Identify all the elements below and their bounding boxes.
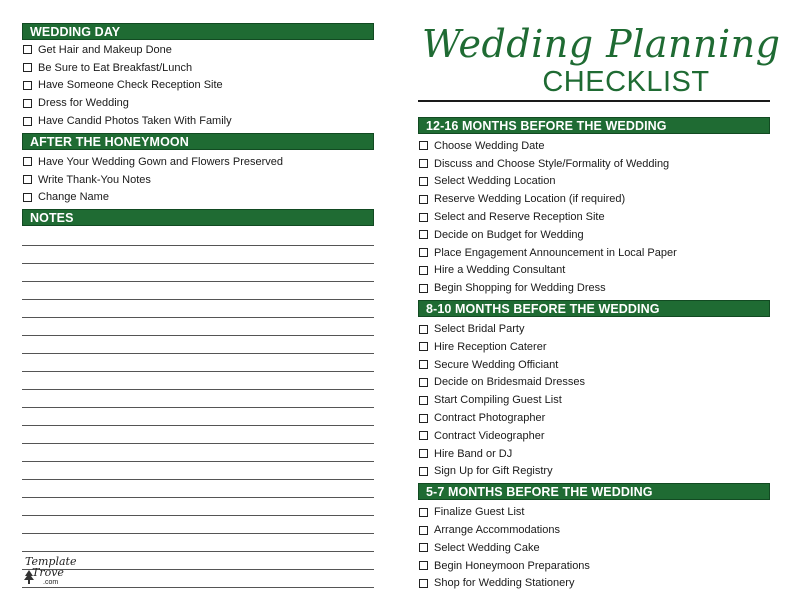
note-line[interactable]: [22, 282, 374, 300]
checkbox[interactable]: [419, 543, 428, 552]
logo-domain: .com: [43, 579, 59, 586]
template-trove-logo: [23, 555, 77, 591]
months-8-10-header: 8-10 MONTHS BEFORE THE WEDDING: [418, 300, 770, 317]
item-label: Reserve Wedding Location (if required): [434, 193, 626, 206]
item-label: Finalize Guest List: [434, 506, 525, 519]
checklist-item[interactable]: [22, 94, 374, 112]
checklist-item[interactable]: [22, 189, 374, 207]
item-label: Arrange Accommodations: [434, 524, 560, 537]
item-label: Change Name: [38, 191, 109, 204]
note-line[interactable]: [22, 570, 374, 588]
checkbox[interactable]: [419, 526, 428, 535]
checkbox[interactable]: [419, 561, 428, 570]
checkbox[interactable]: [419, 431, 428, 440]
checkbox[interactable]: [419, 177, 428, 186]
wedding-day-header: WEDDING DAY: [22, 23, 374, 40]
months-8-10-list: [418, 320, 770, 480]
checkbox[interactable]: [23, 157, 32, 166]
note-line[interactable]: [22, 354, 374, 372]
months-12-16-header: 12-16 MONTHS BEFORE THE WEDDING: [418, 117, 770, 134]
checklist-item[interactable]: [418, 226, 770, 244]
checklist-item[interactable]: [418, 503, 770, 521]
note-line[interactable]: [22, 300, 374, 318]
item-label: Dress for Wedding: [38, 97, 129, 110]
checklist-item[interactable]: [418, 391, 770, 409]
item-label: Discuss and Choose Style/Formality of Wedding: [434, 157, 670, 170]
page-title: [418, 22, 781, 102]
checklist-item[interactable]: [418, 208, 770, 226]
item-label: Hire Reception Caterer: [434, 340, 547, 353]
checkbox[interactable]: [419, 342, 428, 351]
item-label: Be Sure to Eat Breakfast/Lunch: [38, 61, 193, 74]
item-label: Decide on Bridesmaid Dresses: [434, 376, 586, 389]
checklist-item[interactable]: [418, 262, 770, 280]
checklist-item[interactable]: [22, 153, 374, 171]
notes-header: NOTES: [22, 209, 374, 226]
note-line[interactable]: [22, 318, 374, 336]
checkbox[interactable]: [419, 230, 428, 239]
note-line[interactable]: [22, 480, 374, 498]
checklist-item[interactable]: [22, 77, 374, 95]
checkbox[interactable]: [419, 195, 428, 204]
checklist-item[interactable]: [418, 374, 770, 392]
checkbox[interactable]: [419, 467, 428, 476]
checklist-item[interactable]: [418, 244, 770, 262]
checklist-item[interactable]: [418, 463, 770, 481]
item-label: Have Candid Photos Taken With Family: [38, 115, 232, 128]
checklist-item[interactable]: [22, 59, 374, 77]
note-line[interactable]: [22, 426, 374, 444]
checkbox[interactable]: [23, 175, 32, 184]
months-12-16-list: [418, 137, 770, 297]
note-line[interactable]: [22, 246, 374, 264]
item-label: Choose Wedding Date: [434, 139, 545, 152]
checkbox[interactable]: [419, 284, 428, 293]
note-line[interactable]: [22, 228, 374, 246]
item-label: Decide on Budget for Wedding: [434, 228, 584, 241]
note-line[interactable]: [22, 534, 374, 552]
checklist-item[interactable]: [418, 338, 770, 356]
checklist-item[interactable]: [418, 173, 770, 191]
item-label: Begin Shopping for Wedding Dress: [434, 282, 606, 295]
checkbox[interactable]: [23, 45, 32, 54]
item-label: Select Wedding Cake: [434, 541, 540, 554]
checklist-item[interactable]: [418, 445, 770, 463]
right-column: [418, 117, 770, 592]
checkbox[interactable]: [419, 360, 428, 369]
after-honeymoon-list: [22, 153, 374, 206]
checkbox[interactable]: [23, 99, 32, 108]
checkbox[interactable]: [23, 117, 32, 126]
logo-text: Trove: [32, 566, 64, 579]
item-label: Select Bridal Party: [434, 323, 525, 336]
logo-text: Template: [25, 555, 77, 568]
checkbox[interactable]: [419, 248, 428, 257]
note-line[interactable]: [22, 336, 374, 354]
title-divider: [418, 100, 770, 102]
item-label: Get Hair and Makeup Done: [38, 43, 172, 56]
item-label: Hire Band or DJ: [434, 447, 513, 460]
item-label: Contract Videographer: [434, 429, 545, 442]
item-label: Start Compiling Guest List: [434, 394, 562, 407]
note-line[interactable]: [22, 516, 374, 534]
checklist-item[interactable]: [418, 137, 770, 155]
checkbox[interactable]: [419, 141, 428, 150]
item-label: Secure Wedding Officiant: [434, 358, 559, 371]
checkbox[interactable]: [419, 213, 428, 222]
checkbox[interactable]: [419, 159, 428, 168]
checkbox[interactable]: [419, 579, 428, 588]
item-label: Place Engagement Announcement in Local Paper: [434, 246, 677, 259]
checklist-item[interactable]: [418, 427, 770, 445]
title-script: Wedding Planning: [422, 22, 781, 66]
checklist-item[interactable]: [418, 279, 770, 297]
wedding-day-list: [22, 41, 374, 130]
item-label: Begin Honeymoon Preparations: [434, 559, 590, 572]
note-line[interactable]: [22, 462, 374, 480]
checkbox[interactable]: [23, 63, 32, 72]
checklist-item[interactable]: [418, 320, 770, 338]
left-column: [22, 23, 374, 588]
checkbox[interactable]: [419, 396, 428, 405]
checkbox[interactable]: [419, 449, 428, 458]
item-label: Shop for Wedding Stationery: [434, 577, 575, 590]
checkbox[interactable]: [23, 193, 32, 202]
item-label: Write Thank-You Notes: [38, 173, 151, 186]
after-honeymoon-header: AFTER THE HONEYMOON: [22, 133, 374, 150]
checklist-item[interactable]: [418, 190, 770, 208]
checklist-item[interactable]: [418, 557, 770, 575]
checkbox[interactable]: [419, 378, 428, 387]
checklist-item[interactable]: [22, 41, 374, 59]
checkbox[interactable]: [23, 81, 32, 90]
note-line[interactable]: [22, 444, 374, 462]
months-5-7-header: 5-7 MONTHS BEFORE THE WEDDING: [418, 483, 770, 500]
item-label: Hire a Wedding Consultant: [434, 264, 566, 277]
checklist-item[interactable]: [22, 112, 374, 130]
checkbox[interactable]: [419, 508, 428, 517]
note-line[interactable]: [22, 264, 374, 282]
checklist-item[interactable]: [418, 155, 770, 173]
note-line[interactable]: [22, 390, 374, 408]
note-line[interactable]: [22, 408, 374, 426]
item-label: Have Someone Check Reception Site: [38, 79, 223, 92]
note-line[interactable]: [22, 372, 374, 390]
checklist-item[interactable]: [418, 539, 770, 557]
item-label: Have Your Wedding Gown and Flowers Preserved: [38, 155, 283, 168]
item-label: Select Wedding Location: [434, 175, 556, 188]
checklist-item[interactable]: [418, 575, 770, 593]
checklist-item[interactable]: [418, 521, 770, 539]
notes-area[interactable]: [22, 228, 374, 588]
item-label: Contract Photographer: [434, 412, 546, 425]
checklist-item[interactable]: [418, 356, 770, 374]
title-main: CHECKLIST: [542, 66, 710, 98]
checklist-item[interactable]: [418, 409, 770, 427]
checkbox[interactable]: [419, 414, 428, 423]
checklist-item[interactable]: [22, 171, 374, 189]
item-label: Sign Up for Gift Registry: [434, 465, 553, 478]
checkbox[interactable]: [419, 266, 428, 275]
checkbox[interactable]: [419, 325, 428, 334]
item-label: Select and Reserve Reception Site: [434, 211, 605, 224]
months-5-7-list: [418, 503, 770, 592]
note-line[interactable]: [22, 498, 374, 516]
